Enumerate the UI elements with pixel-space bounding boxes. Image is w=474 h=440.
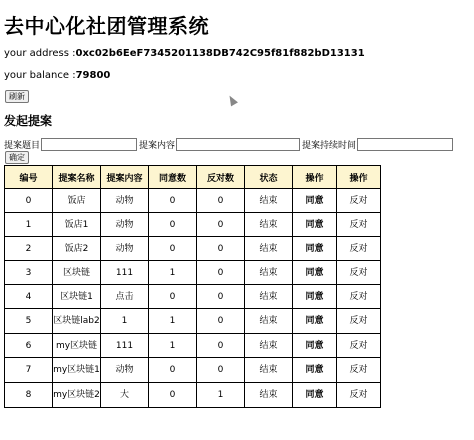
cell-id: 6	[5, 334, 53, 358]
cell-agree-count: 0	[149, 383, 197, 408]
table-row	[5, 334, 381, 358]
proposal-content-input[interactable]	[176, 138, 300, 151]
table-row	[5, 309, 381, 334]
cell-id: 1	[5, 213, 53, 237]
proposal-table	[4, 165, 381, 408]
proposal-duration-label: 提案持续时间	[302, 141, 357, 151]
table-row	[5, 285, 381, 309]
proposal-content-label: 提案内容	[139, 141, 176, 151]
oppose-button[interactable]: 反对	[337, 309, 381, 334]
cell-name: 区块链	[53, 261, 101, 285]
cell-content: 动物	[101, 213, 149, 237]
cell-content: 111	[101, 334, 149, 358]
oppose-button[interactable]: 反对	[337, 261, 381, 285]
table-row	[5, 213, 381, 237]
proposal-title-label: 提案题目	[4, 141, 41, 151]
cell-name: 区块链1	[53, 285, 101, 309]
cell-id: 0	[5, 189, 53, 213]
cell-oppose-count: 0	[197, 261, 245, 285]
cell-status: 结束	[245, 383, 293, 408]
address-value: 0xc02b6EeF7345201138DB742C95f81f882bD13131	[75, 48, 365, 59]
agree-button[interactable]: 同意	[293, 285, 337, 309]
header-action-oppose: 操作	[337, 166, 381, 189]
header-oppose-count: 反对数	[197, 166, 245, 189]
mouse-cursor-icon	[226, 94, 238, 107]
agree-button[interactable]: 同意	[293, 309, 337, 334]
table-row	[5, 189, 381, 213]
header-id: 编号	[5, 166, 53, 189]
cell-oppose-count: 0	[197, 189, 245, 213]
cell-oppose-count: 0	[197, 334, 245, 358]
page-title: 去中心化社团管理系统	[4, 14, 209, 38]
cell-agree-count: 1	[149, 334, 197, 358]
cell-content: 动物	[101, 237, 149, 261]
header-name: 提案名称	[53, 166, 101, 189]
oppose-button[interactable]: 反对	[337, 358, 381, 383]
agree-button[interactable]: 同意	[293, 383, 337, 408]
cell-status: 结束	[245, 237, 293, 261]
cell-content: 大	[101, 383, 149, 408]
balance-line	[4, 70, 110, 81]
proposal-form	[4, 138, 455, 151]
cell-agree-count: 0	[149, 285, 197, 309]
cell-name: 饭店1	[53, 213, 101, 237]
cell-id: 3	[5, 261, 53, 285]
header-content: 提案内容	[101, 166, 149, 189]
table-row	[5, 261, 381, 285]
cell-content: 1	[101, 309, 149, 334]
cell-status: 结束	[245, 285, 293, 309]
section-title: 发起提案	[4, 114, 53, 128]
agree-button[interactable]: 同意	[293, 237, 337, 261]
oppose-button[interactable]: 反对	[337, 189, 381, 213]
confirm-button[interactable]: 确定	[5, 151, 29, 164]
agree-button[interactable]: 同意	[293, 261, 337, 285]
cell-name: 饭店	[53, 189, 101, 213]
table-header-row	[5, 166, 381, 189]
cell-id: 5	[5, 309, 53, 334]
proposal-duration-input[interactable]	[357, 138, 453, 151]
cell-agree-count: 0	[149, 358, 197, 383]
cell-status: 结束	[245, 261, 293, 285]
agree-button[interactable]: 同意	[293, 189, 337, 213]
oppose-button[interactable]: 反对	[337, 285, 381, 309]
cell-name: my区块链1	[53, 358, 101, 383]
cell-oppose-count: 0	[197, 358, 245, 383]
balance-label: your balance :	[4, 70, 76, 81]
cell-name: my区块链	[53, 334, 101, 358]
cell-oppose-count: 0	[197, 285, 245, 309]
agree-button[interactable]: 同意	[293, 358, 337, 383]
cell-agree-count: 0	[149, 189, 197, 213]
refresh-button[interactable]: 刷新	[5, 90, 29, 103]
agree-button[interactable]: 同意	[293, 213, 337, 237]
header-agree-count: 同意数	[149, 166, 197, 189]
cell-status: 结束	[245, 334, 293, 358]
address-label: your address :	[4, 48, 76, 59]
cell-id: 7	[5, 358, 53, 383]
header-status: 状态	[245, 166, 293, 189]
cell-id: 8	[5, 383, 53, 408]
oppose-button[interactable]: 反对	[337, 213, 381, 237]
table-row	[5, 383, 381, 408]
oppose-button[interactable]: 反对	[337, 237, 381, 261]
header-action-agree: 操作	[293, 166, 337, 189]
cell-name: 饭店2	[53, 237, 101, 261]
oppose-button[interactable]: 反对	[337, 383, 381, 408]
cell-name: 区块链lab2	[53, 309, 101, 334]
cell-content: 点击	[101, 285, 149, 309]
cell-id: 4	[5, 285, 53, 309]
cell-content: 动物	[101, 358, 149, 383]
cell-name: my区块链2	[53, 383, 101, 408]
cell-status: 结束	[245, 358, 293, 383]
address-line	[4, 48, 365, 59]
balance-value: 79800	[75, 70, 111, 81]
cell-oppose-count: 0	[197, 213, 245, 237]
cell-status: 结束	[245, 309, 293, 334]
cell-oppose-count: 0	[197, 237, 245, 261]
cell-agree-count: 0	[149, 213, 197, 237]
cell-status: 结束	[245, 189, 293, 213]
cell-oppose-count: 0	[197, 309, 245, 334]
cell-status: 结束	[245, 213, 293, 237]
cell-content: 111	[101, 261, 149, 285]
table-row	[5, 358, 381, 383]
cell-id: 2	[5, 237, 53, 261]
proposal-title-input[interactable]	[41, 138, 137, 151]
cell-agree-count: 0	[149, 237, 197, 261]
agree-button[interactable]: 同意	[293, 334, 337, 358]
cell-oppose-count: 1	[197, 383, 245, 408]
cell-content: 动物	[101, 189, 149, 213]
oppose-button[interactable]: 反对	[337, 334, 381, 358]
cell-agree-count: 1	[149, 309, 197, 334]
table-row	[5, 237, 381, 261]
cell-agree-count: 1	[149, 261, 197, 285]
